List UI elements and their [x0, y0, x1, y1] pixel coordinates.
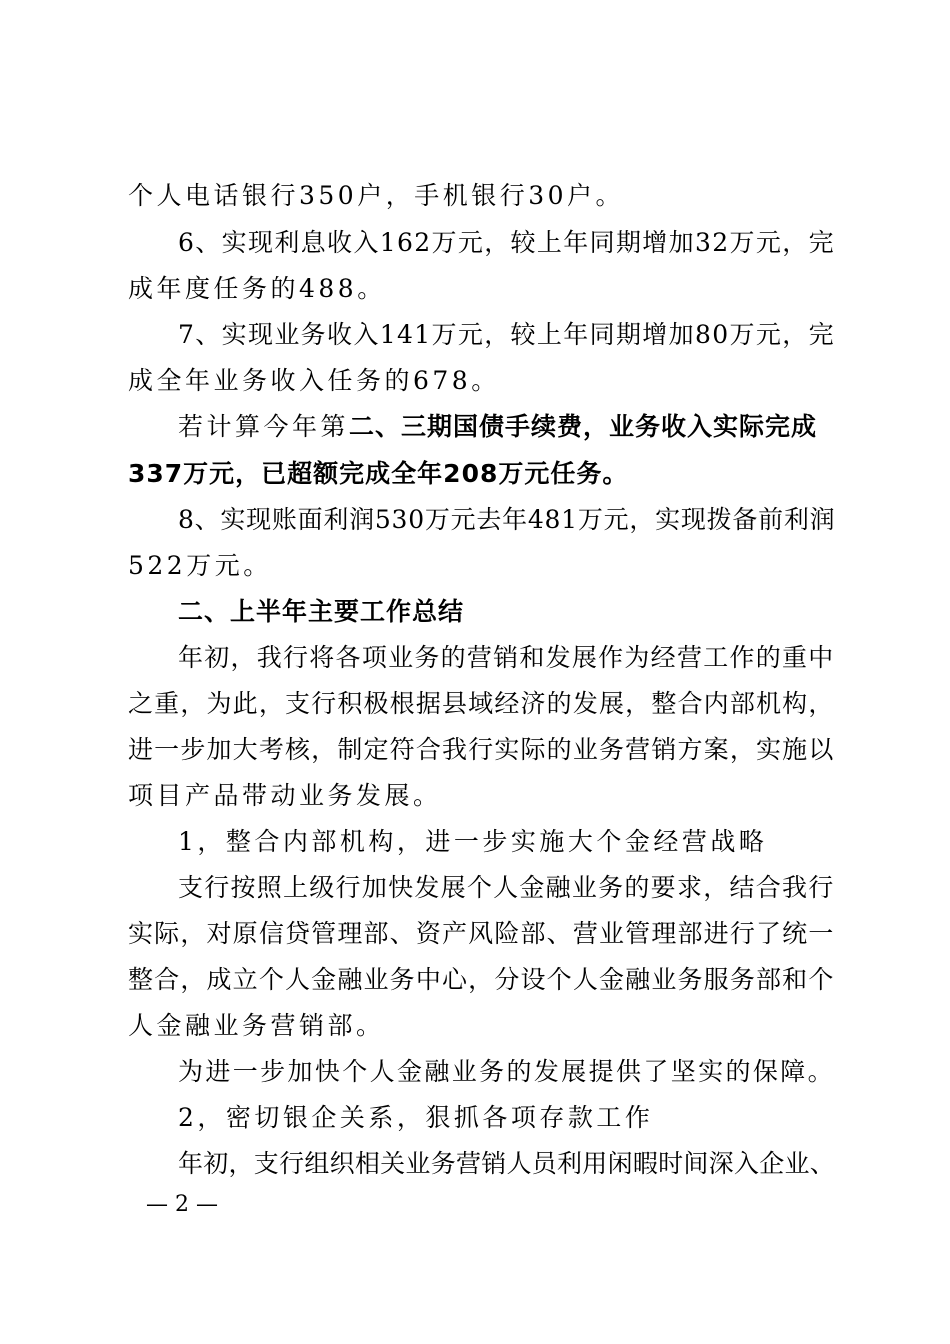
body-line: 人金融业务营销部。 — [128, 1011, 385, 1040]
subsection-heading: 2，密切银企关系，狠抓各项存款工作 — [178, 1103, 654, 1132]
body-line: 支行按照上级行加快发展个人金融业务的要求，结合我行 — [178, 873, 835, 902]
body-line: 522万元。 — [128, 551, 272, 580]
body-line-bold: 337万元，已超额完成全年208万元任务。 — [128, 459, 629, 488]
body-text-bold: 二、三期国债手续费，业务收入实际完成 — [349, 412, 818, 441]
body-line: 年初，支行组织相关业务营销人员利用闲暇时间深入企业、 — [178, 1149, 836, 1178]
body-line: 之重，为此，支行积极根据县域经济的发展，整合内部机构， — [128, 689, 835, 718]
body-line: 个人电话银行350户，手机银行30户。 — [128, 181, 625, 210]
body-line: 为进一步加快个人金融业务的发展提供了坚实的保障。 — [178, 1057, 836, 1086]
body-line: 8、实现账面利润530万元去年481万元，实现拨备前利润 — [178, 505, 836, 534]
body-line: 进一步加大考核，制定符合我行实际的业务营销方案，实施以 — [128, 735, 835, 764]
subsection-heading: 1，整合内部机构，进一步实施大个金经营战略 — [178, 827, 768, 856]
body-line: 成全年业务收入任务的678。 — [128, 366, 500, 395]
body-line: 7、实现业务收入141万元，较上年同期增加80万元，完 — [178, 320, 835, 349]
body-line: 整合，成立个人金融业务中心，分设个人金融业务服务部和个 — [128, 965, 835, 994]
body-line: 6、实现利息收入162万元，较上年同期增加32万元，完 — [178, 228, 835, 257]
body-line — [178, 412, 817, 442]
body-text-normal: 若计算今年第 — [178, 412, 350, 441]
body-line: 年初，我行将各项业务的营销和发展作为经营工作的重中 — [178, 643, 835, 672]
body-line: 项目产品带动业务发展。 — [128, 781, 442, 810]
page-number: — 2 — — [146, 1192, 218, 1217]
body-line: 成年度任务的488。 — [128, 274, 386, 303]
body-line: 实际，对原信贷管理部、资产风险部、营业管理部进行了统一 — [128, 919, 835, 948]
section-heading: 二、上半年主要工作总结 — [178, 597, 465, 626]
